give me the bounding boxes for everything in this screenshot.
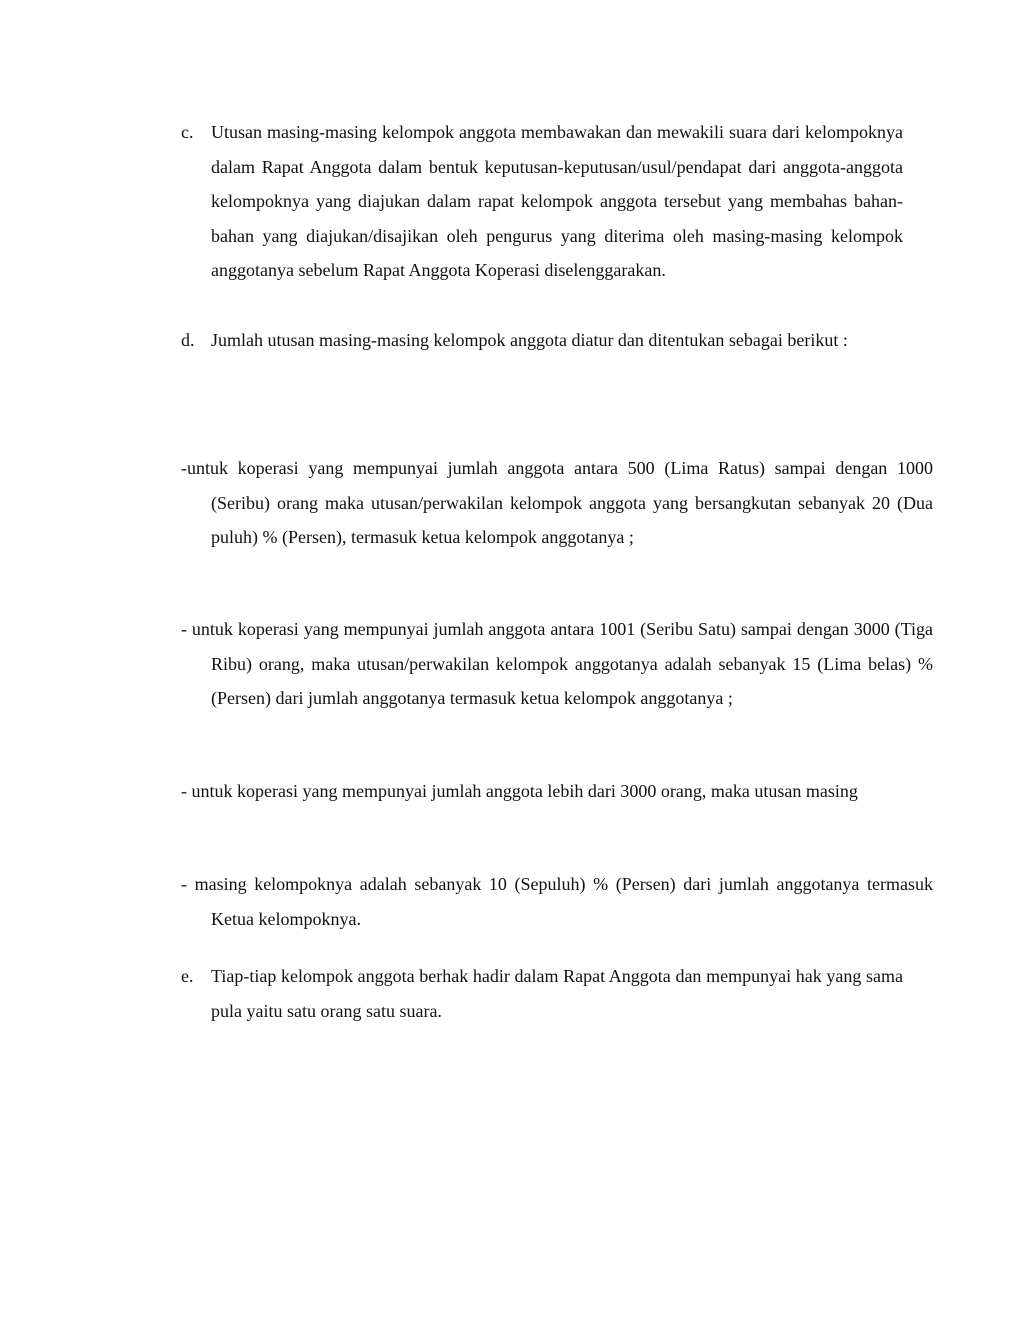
list-marker: d.	[181, 330, 195, 350]
list-item-text: Jumlah utusan masing-masing kelompok anggota diatur dan ditentukan sebagai berikut :	[211, 330, 848, 350]
list-item-c	[181, 115, 903, 288]
list-marker: c.	[181, 122, 194, 142]
dash-paragraph: - masing kelompoknya adalah sebanyak 10 (Sepuluh) % (Persen) dari jumlah anggotanya termasuk Ketua kelompoknya.	[181, 874, 933, 929]
dash-paragraph: - untuk koperasi yang mempunyai jumlah anggota antara 1001 (Seribu Satu) sampai dengan 3000 (Tiga Ribu) orang, maka utusan/perwakilan kelompok anggotanya adalah sebanyak 15 (Lima belas) % (Persen) dari jumlah anggotanya termasuk ketua kelompok anggotanya ;	[181, 619, 933, 709]
list-item-text: Tiap-tiap kelompok anggota berhak hadir dalam Rapat Anggota dan mempunyai hak yang sama pula yaitu satu orang satu suara.	[211, 966, 903, 1021]
list-item-e	[181, 959, 903, 1028]
dash-paragraph: -untuk koperasi yang mempunyai jumlah anggota antara 500 (Lima Ratus) sampai dengan 1000 (Seribu) orang maka utusan/perwakilan kelompok anggota yang bersangkutan sebanyak 20 (Dua puluh) % (Persen), termasuk ketua kelompok anggotanya ;	[181, 458, 933, 548]
dash-paragraph: - untuk koperasi yang mempunyai jumlah anggota lebih dari 3000 orang, maka utusan masing	[181, 781, 858, 801]
list-item-d	[181, 323, 903, 358]
list-item-text: Utusan masing-masing kelompok anggota membawakan dan mewakili suara dari kelompoknya dalam Rapat Anggota dalam bentuk keputusan-keputusan/usul/pendapat dari anggota-anggota kelompoknya yang diajukan dalam rapat kelompok anggota tersebut yang membahas bahan-bahan yang diajukan/disajikan oleh pengurus yang diterima oleh masing-masing kelompok anggotanya sebelum Rapat Anggota Koperasi diselenggarakan.	[211, 122, 903, 281]
list-marker: e.	[181, 966, 194, 986]
